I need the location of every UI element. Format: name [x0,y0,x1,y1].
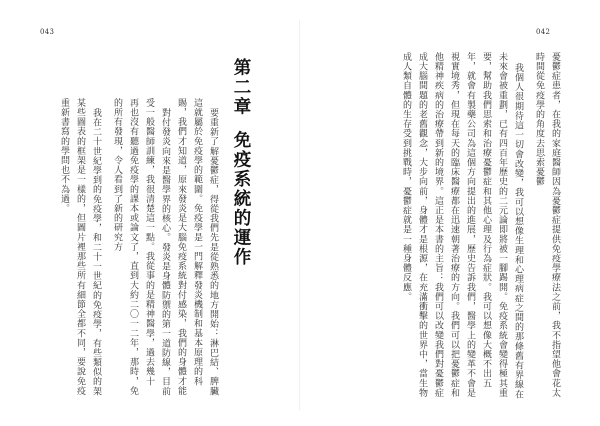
text-column: 再也沒有聽過免疫學的課本或論文了，直到大約二〇一二年，那時，免 [128,98,138,396]
text-column: 成大腦間題的老舊觀念，大步向前，身體才是根源，在充滿衝擊的世界中，當生物 [417,52,427,398]
text-column: 年，就會有製藥公司為這個方向提出的進展，歷史告訴我們，醫學上的變革不會是 [465,52,475,398]
text-column: 重新書寫的學問也不為過。 [59,98,69,214]
text-column: 某些圖表的框架是一樣的，但圖片裡那些所有細節全都不同，要說免疫 [75,98,85,396]
page-number-right: 042 [536,28,551,36]
text-column: 成人類自體的生存受到挑戰時，憂鬱症就是一種身體反應。 [401,52,411,302]
text-column: 我在二十世紀學到的免疫學，和二十一世紀的免疫學，有些類似的架 [91,108,101,396]
text-column: 視實境秀，但現在每天的臨床醫療都在迅速朝著治療的方向。我們可以把憂鬱症和 [449,52,459,398]
text-column: 的所有發現，令人看到了新的研究方 [112,98,122,252]
text-column: 賜，我們才知道，原來發炎是大腦免疫系統對付感染，我們的身體才能 [176,98,186,396]
text-column: 憂鬱症患者，在我的家庭醫師因為憂鬱症提供免疫學療法之前，我不指望他會花太 [550,52,560,398]
text-column: 他精神疾病的治療帶到新的境界。這正是本書的主旨：我們可以改變我們對憂鬱症 [433,52,443,398]
page-number-left: 043 [40,28,55,36]
text-column: 未來會被重劃，已有四百年歷史的二元論即將被一腳踢開。免疫系統會變得極其重 [497,52,507,398]
text-column: 對付發炎向來是醫學界的核心。發炎是身體防禦的第一道防線，目前 [160,108,170,396]
text-column: 這就屬於免疫學的範圍。免疫學是一門解釋發炎機制和基本原理的科 [192,98,202,386]
book-gutter [299,20,300,410]
text-column: 要重新了解憂鬱症，得從我們先是從熟悉的地方開始：淋巴結、脾臟 [208,108,218,396]
text-column: 我個人很期待這一切會改變，我可以想像生理和心理病症之間的那條舊有界線在 [513,63,523,399]
text-column: 要，幫助我們思索和治療憂鬱症和其他心理及行為症狀。我可以想像大概不出五 [481,52,491,388]
text-column: 受一般醫師訓練，我很清楚這一點。我從事的是精神醫學，過去幾十 [144,98,154,386]
chapter-heading [228,58,254,267]
chapter-title: 免疫系統的運作 [231,130,251,267]
chapter-number: 第二章 [231,58,251,117]
text-column: 時間從免疫學的角度去思索憂鬱 [534,52,544,187]
